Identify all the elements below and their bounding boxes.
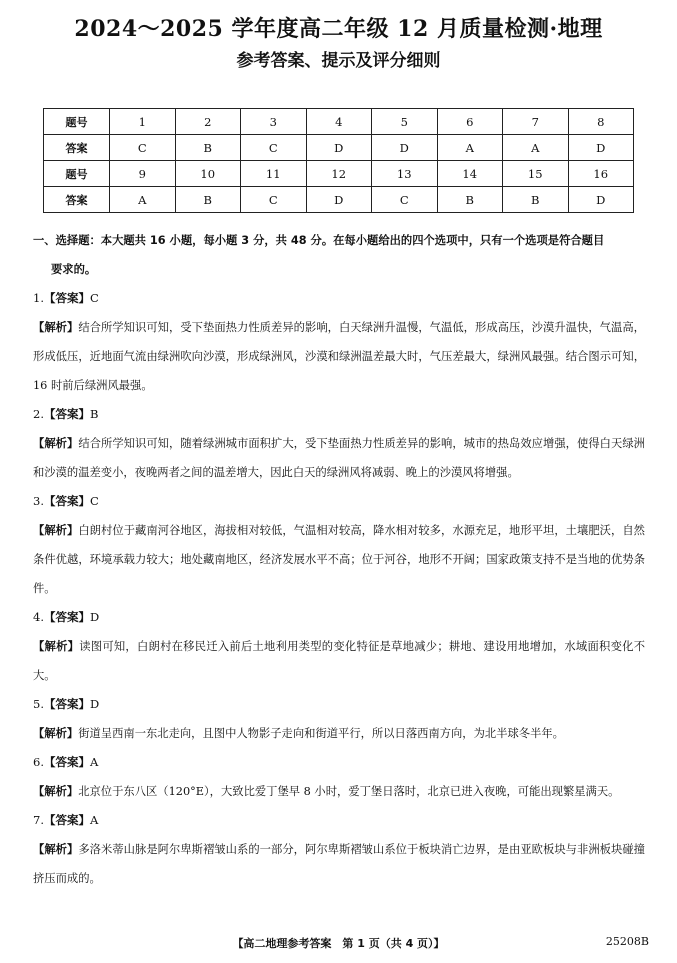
analysis-text: 白朗村位于藏南河谷地区，海拔相对较低，气温相对较高，降水相对较多，水源充足，地形平坦，土壤肥沃，自然条件优越，环境承载力较大；地处藏南地区，经济发展水平不高；位于河谷，地形不开阔；国家政策支持不是当地的优势条件。 bbox=[33, 524, 645, 595]
section-heading bbox=[33, 226, 645, 284]
table-cell: 13 bbox=[372, 161, 438, 187]
analysis-label: 【解析】 bbox=[33, 437, 79, 450]
answer-label: 【答案】 bbox=[43, 494, 90, 508]
document-code: 25208B bbox=[605, 935, 649, 948]
question-number: 6. bbox=[33, 755, 44, 769]
analysis-label: 【解析】 bbox=[33, 640, 80, 653]
table-cell: 7 bbox=[503, 109, 569, 135]
question-number: 1. bbox=[33, 291, 44, 305]
question-answer bbox=[33, 487, 645, 516]
table-cell: 10 bbox=[175, 161, 241, 187]
analysis-text: 北京位于东八区（120°E），大致比爱丁堡早 8 小时，爱丁堡日落时，北京已进入夜晚，可能出现繁星满天。 bbox=[78, 785, 620, 798]
table-cell: 2 bbox=[175, 109, 241, 135]
table-cell: 5 bbox=[372, 109, 438, 135]
section-heading-line1: 一、选择题：本大题共 16 小题，每小题 3 分，共 48 分。在每小题给出的四个选项中，只有一个选项是符合题目 bbox=[33, 234, 605, 247]
analysis-paragraph bbox=[33, 835, 645, 893]
row-label: 答案 bbox=[44, 187, 110, 213]
table-cell: 1 bbox=[110, 109, 176, 135]
table-row bbox=[44, 161, 634, 187]
answer-value: B bbox=[89, 407, 99, 421]
table-cell: C bbox=[241, 187, 307, 213]
table-cell: 8 bbox=[568, 109, 634, 135]
table-cell: 3 bbox=[241, 109, 307, 135]
answer-value: C bbox=[89, 494, 99, 508]
table-cell: C bbox=[110, 135, 176, 161]
answer-label: 【答案】 bbox=[43, 291, 90, 305]
table-cell: B bbox=[175, 187, 241, 213]
table-cell: 6 bbox=[437, 109, 503, 135]
answer-value: C bbox=[89, 291, 99, 305]
document-title: 2024～2025 学年度高二年级 12 月质量检测·地理 bbox=[74, 16, 603, 42]
analysis-label: 【解析】 bbox=[33, 727, 79, 740]
answer-label: 【答案】 bbox=[43, 610, 90, 624]
analysis-label: 【解析】 bbox=[33, 785, 79, 798]
answer-value: D bbox=[89, 697, 100, 711]
answer-value: A bbox=[89, 755, 99, 769]
analysis-label: 【解析】 bbox=[33, 843, 79, 856]
analysis-text: 读图可知，白朗村在移民迁入前后土地利用类型的变化特征是草地减少；耕地、建设用地增加，水域面积变化不大。 bbox=[33, 640, 645, 682]
row-label: 答案 bbox=[44, 135, 110, 161]
row-label: 题号 bbox=[44, 161, 110, 187]
items-list bbox=[33, 284, 645, 893]
question-answer bbox=[33, 603, 645, 632]
question-answer bbox=[33, 806, 645, 835]
answer-label: 【答案】 bbox=[43, 697, 90, 711]
table-cell: 12 bbox=[306, 161, 372, 187]
table-cell: 16 bbox=[568, 161, 634, 187]
answer-label: 【答案】 bbox=[43, 813, 90, 827]
analysis-text: 结合所学知识可知，受下垫面热力性质差异的影响，白天绿洲升温慢，气温低，形成高压，沙漠升温快，气温高，形成低压，近地面气流由绿洲吹向沙漠，形成绿洲风，沙漠和绿洲温差最大时，气压差最大，绿洲风最强。结合图示可知，16 时前后绿洲风最强。 bbox=[33, 321, 645, 392]
table-cell: A bbox=[503, 135, 569, 161]
table-row bbox=[44, 109, 634, 135]
table-cell: B bbox=[175, 135, 241, 161]
table-cell: A bbox=[437, 135, 503, 161]
analysis-text: 多洛米蒂山脉是阿尔卑斯褶皱山系的一部分，阿尔卑斯褶皱山系位于板块消亡边界，是由亚欧板块与非洲板块碰撞挤压而成的。 bbox=[33, 843, 645, 885]
answer-body bbox=[33, 226, 645, 893]
question-number: 5. bbox=[33, 697, 44, 711]
question-number: 7. bbox=[33, 813, 44, 827]
table-cell: A bbox=[110, 187, 176, 213]
table-cell: 4 bbox=[306, 109, 372, 135]
question-answer bbox=[33, 748, 645, 777]
answer-table bbox=[43, 108, 634, 213]
question-number: 4. bbox=[33, 610, 44, 624]
table-cell: D bbox=[306, 135, 372, 161]
analysis-paragraph bbox=[33, 777, 645, 806]
answer-value: A bbox=[89, 813, 99, 827]
analysis-text: 街道呈西南一东北走向，且图中人物影子走向和街道平行，所以日落西南方向，为北半球冬半年。 bbox=[78, 727, 564, 740]
analysis-label: 【解析】 bbox=[33, 321, 79, 334]
document-subtitle: 参考答案、提示及评分细则 bbox=[236, 51, 441, 71]
row-label: 题号 bbox=[44, 109, 110, 135]
table-cell: B bbox=[437, 187, 503, 213]
table-cell: C bbox=[241, 135, 307, 161]
table-cell: D bbox=[568, 135, 634, 161]
question-number: 2. bbox=[33, 407, 44, 421]
analysis-paragraph bbox=[33, 313, 645, 400]
answer-label: 【答案】 bbox=[43, 755, 90, 769]
table-cell: D bbox=[372, 135, 438, 161]
analysis-paragraph bbox=[33, 516, 645, 603]
table-cell: 9 bbox=[110, 161, 176, 187]
table-cell: B bbox=[503, 187, 569, 213]
question-number: 3. bbox=[33, 494, 44, 508]
analysis-label: 【解析】 bbox=[33, 524, 79, 537]
table-cell: 14 bbox=[437, 161, 503, 187]
page-footer: 【高二地理参考答案 第 1 页（共 4 页）】 bbox=[232, 937, 445, 950]
table-row bbox=[44, 187, 634, 213]
table-cell: 11 bbox=[241, 161, 307, 187]
analysis-text: 结合所学知识可知，随着绿洲城市面积扩大，受下垫面热力性质差异的影响，城市的热岛效应增强，使得白天绿洲和沙漠的温差变小，夜晚两者之间的温差增大，因此白天的绿洲风将减弱、晚上的沙漠风将增强。 bbox=[33, 437, 645, 479]
question-answer bbox=[33, 400, 645, 429]
question-answer bbox=[33, 690, 645, 719]
table-row bbox=[44, 135, 634, 161]
answer-value: D bbox=[89, 610, 100, 624]
table-cell: 15 bbox=[503, 161, 569, 187]
table-cell: D bbox=[568, 187, 634, 213]
table-cell: C bbox=[372, 187, 438, 213]
analysis-paragraph bbox=[33, 632, 645, 690]
analysis-paragraph bbox=[33, 719, 645, 748]
question-answer bbox=[33, 284, 645, 313]
analysis-paragraph bbox=[33, 429, 645, 487]
table-cell: D bbox=[306, 187, 372, 213]
answer-label: 【答案】 bbox=[43, 407, 90, 421]
section-heading-line2: 要求的。 bbox=[51, 263, 97, 276]
